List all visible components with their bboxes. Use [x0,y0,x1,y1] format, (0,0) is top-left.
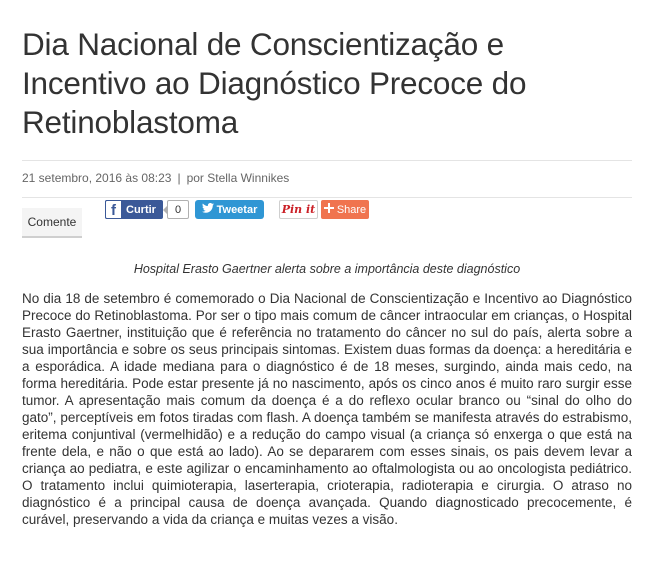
facebook-like-count: 0 [167,200,189,219]
tweet-label: Tweetar [216,203,258,216]
article-meta [22,171,289,185]
divider [22,160,632,161]
comment-button[interactable]: Comente [22,208,82,238]
article-title: Dia Nacional de Conscientização e Incentivo ao Diagnóstico Precoce do Retinoblastoma [22,26,527,140]
article-date: 21 setembro, 2016 às 08:23 [22,171,172,185]
article-caption: Hospital Erasto Gaertner alerta sobre a importância deste diagnóstico [133,262,521,276]
author-name[interactable]: Stella Winnikes [207,171,290,185]
facebook-like-button[interactable] [105,200,163,219]
meta-separator: | [177,171,181,185]
author-prefix: por [186,171,204,185]
pinterest-pin-button[interactable] [279,200,318,219]
plus-icon [324,203,334,216]
facebook-icon: f [105,200,122,219]
tweet-button[interactable] [195,200,264,219]
share-button[interactable] [321,200,369,219]
article-body: No dia 18 de setembro é comemorado o Dia Nacional de Conscientização e Incentivo ao Diagnóstico Precoce do Retinoblastoma. Por ser o tipo mais comum de câncer intraocular em crianças, o Hospital Erasto Gaertner, instituição que é referência no tratamento do câncer no sul do país, alerta sobre a sua importância e sobre os seus principais sintomas. Existem duas formas da doença: a hereditária e a esporádica. A idade mediana para o diagnóstico é de 18 meses, surgindo, ainda mais cedo, na forma hereditária. Pode estar presente já no nascimento, após os cinco anos é muito raro surgir esse tumor. A apresentação mais comum da doença é a do reflexo ocular branco ou “sinal do olho do gato”, perceptíveis em fotos tiradas com flash. A doença também se manifesta através do estrabismo, eritema conjuntival (vermelhidão) e a redução do campo visual (a criança só enxerga o que está na frente dela, e não o que está ao lado). Ao se depararem com esses sinais, os pais devem levar a criança ao pediatra, e este agilizar o encaminhamento ao oftalmologista ou ao oncologista pediátrico. O tratamento inclui quimioterapia, laserterapia, crioterapia, radioterapia e cirurgia. O atraso no diagnóstico é a principal causa de doença avançada. Quando diagnosticado precocemente, é curável, preservando a vida da criança e muitas vezes a visão. [22,291,632,527]
pinterest-label: Pin it [281,203,316,216]
share-label: Share [336,203,367,216]
divider [22,197,632,198]
twitter-bird-icon [202,203,214,216]
facebook-like-label: Curtir [126,203,156,216]
